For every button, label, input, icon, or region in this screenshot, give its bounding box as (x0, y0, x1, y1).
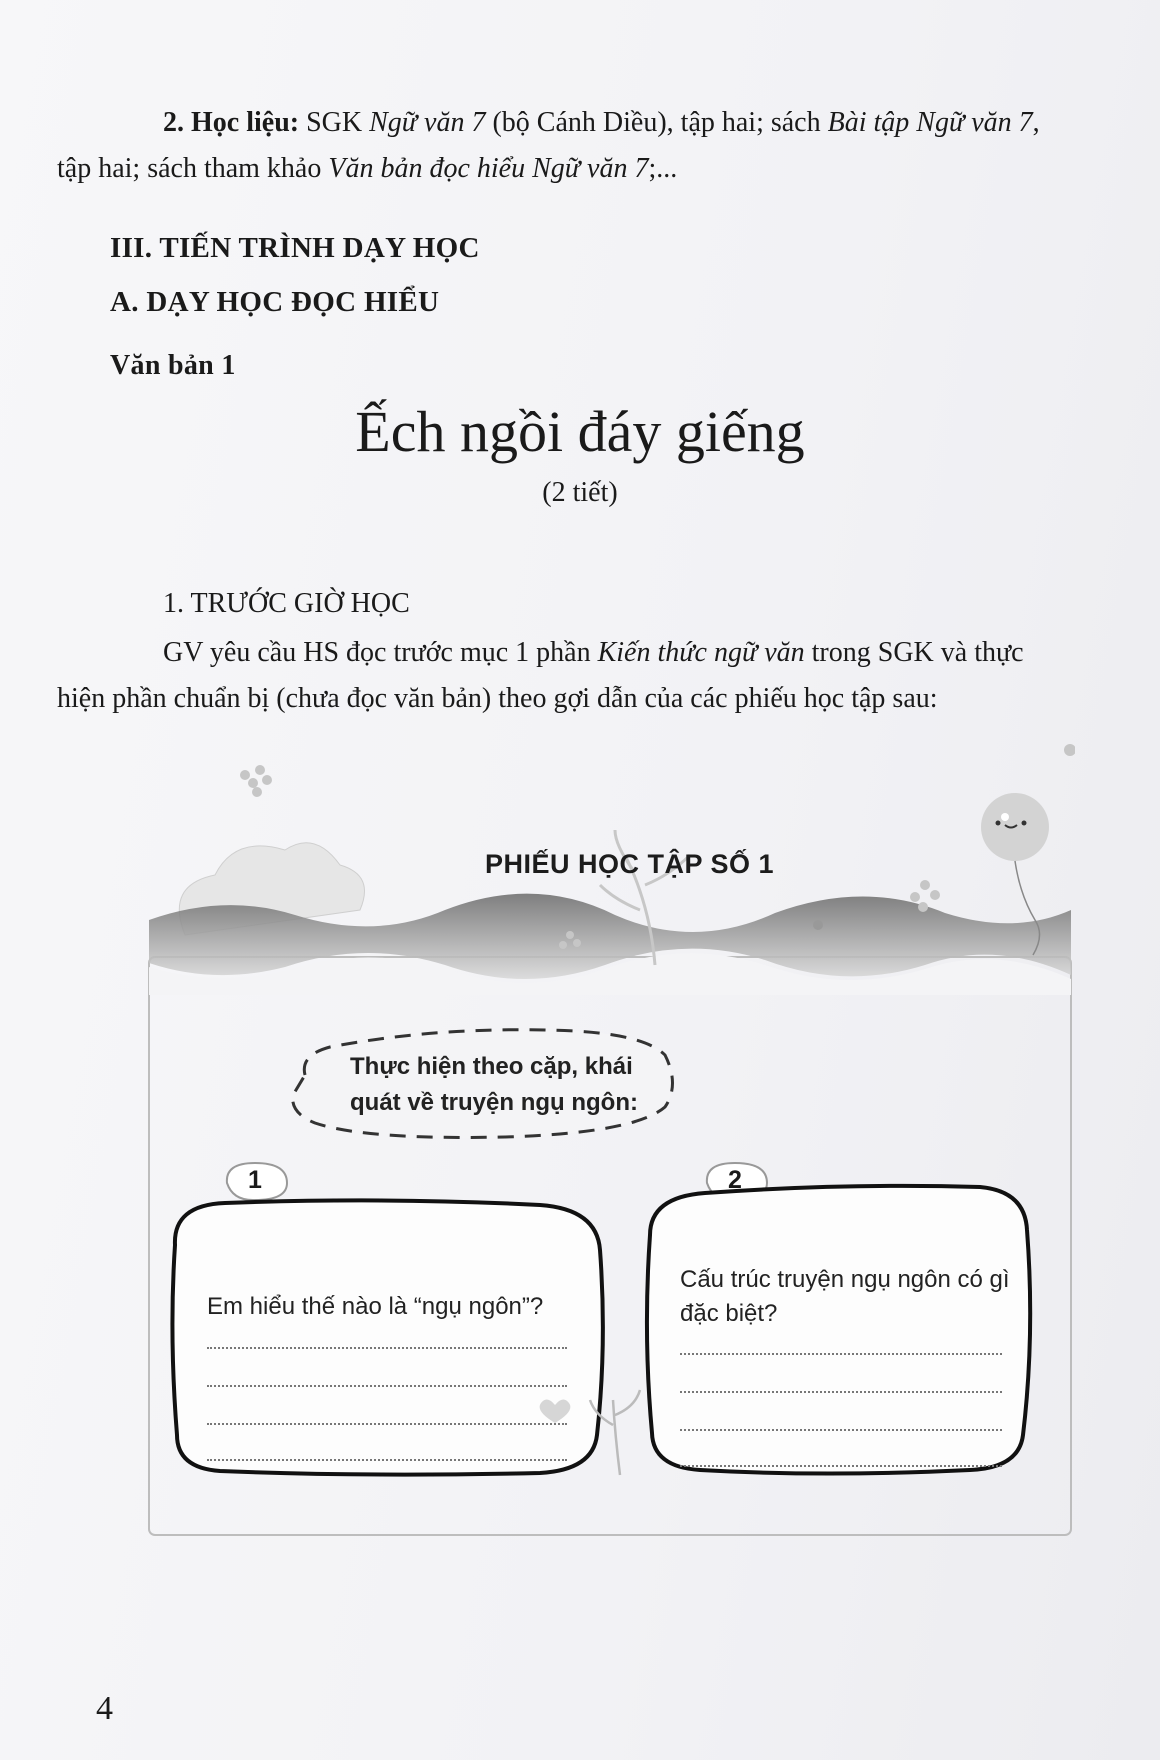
italic-run: Ngữ văn 7 (369, 107, 486, 138)
question-line: Cấu trúc truyện ngụ ngôn có gì (680, 1266, 1010, 1293)
hoc-lieu-label: 2. Học liệu: (163, 107, 300, 138)
heading-doc-hieu: A. DẠY HỌC ĐỌC HIỂU (110, 286, 440, 318)
text-run: ;... (648, 153, 678, 184)
instruction-paragraph (57, 630, 1150, 722)
answer-line[interactable] (207, 1347, 567, 1349)
italic-run: Kiến thức ngữ văn (597, 637, 805, 668)
text-run: GV yêu cầu HS đọc trước mục 1 phần (163, 637, 598, 668)
text-run: tập hai; sách tham khảo (57, 153, 329, 184)
text-run: SGK (299, 107, 370, 138)
heading-van-ban: Văn bản 1 (110, 350, 236, 381)
text-run: hiện phần chuẩn bị (chưa đọc văn bản) theo gợi dẫn của các phiếu học tập sau: (57, 683, 938, 714)
italic-run: Bài tập Ngữ văn 7 (827, 107, 1033, 138)
page-number: 4 (96, 1690, 113, 1727)
bubble-line: Thực hiện theo cặp, khái (350, 1053, 633, 1080)
text-subtitle: (2 tiết) (542, 477, 618, 508)
answer-line[interactable] (207, 1385, 567, 1387)
card-1-number: 1 (248, 1166, 262, 1194)
pair-work-bubble (350, 1049, 638, 1121)
section-truoc-gio-hoc: 1. TRƯỚC GIỜ HỌC (163, 588, 410, 619)
card-2-number: 2 (728, 1166, 742, 1194)
answer-line[interactable] (207, 1423, 567, 1425)
text-run: trong SGK và thực (804, 637, 1024, 668)
card-1-question: Em hiểu thế nào là “ngụ ngôn”? (207, 1293, 544, 1320)
question-line: đặc biệt? (680, 1300, 778, 1327)
bubble-line: quát về truyện ngụ ngôn: (350, 1089, 638, 1116)
italic-run: Văn bản đọc hiểu Ngữ văn 7 (328, 153, 649, 184)
answer-line[interactable] (680, 1391, 1002, 1393)
answer-line[interactable] (680, 1353, 1002, 1355)
heading-tien-trinh: III. TIẾN TRÌNH DẠY HỌC (110, 232, 480, 264)
card-2-question (680, 1263, 1010, 1331)
paragraph-hoc-lieu (57, 100, 1150, 192)
answer-line[interactable] (680, 1465, 1002, 1467)
worksheet (145, 735, 1075, 1545)
answer-line[interactable] (680, 1429, 1002, 1431)
answer-line[interactable] (207, 1459, 567, 1461)
text-run: , (1032, 107, 1040, 138)
text-run: (bộ Cánh Diều), tập hai; sách (485, 107, 828, 138)
text-title: Ếch ngồi đáy giếng (355, 399, 805, 464)
worksheet-title: PHIẾU HỌC TẬP SỐ 1 (485, 849, 775, 879)
